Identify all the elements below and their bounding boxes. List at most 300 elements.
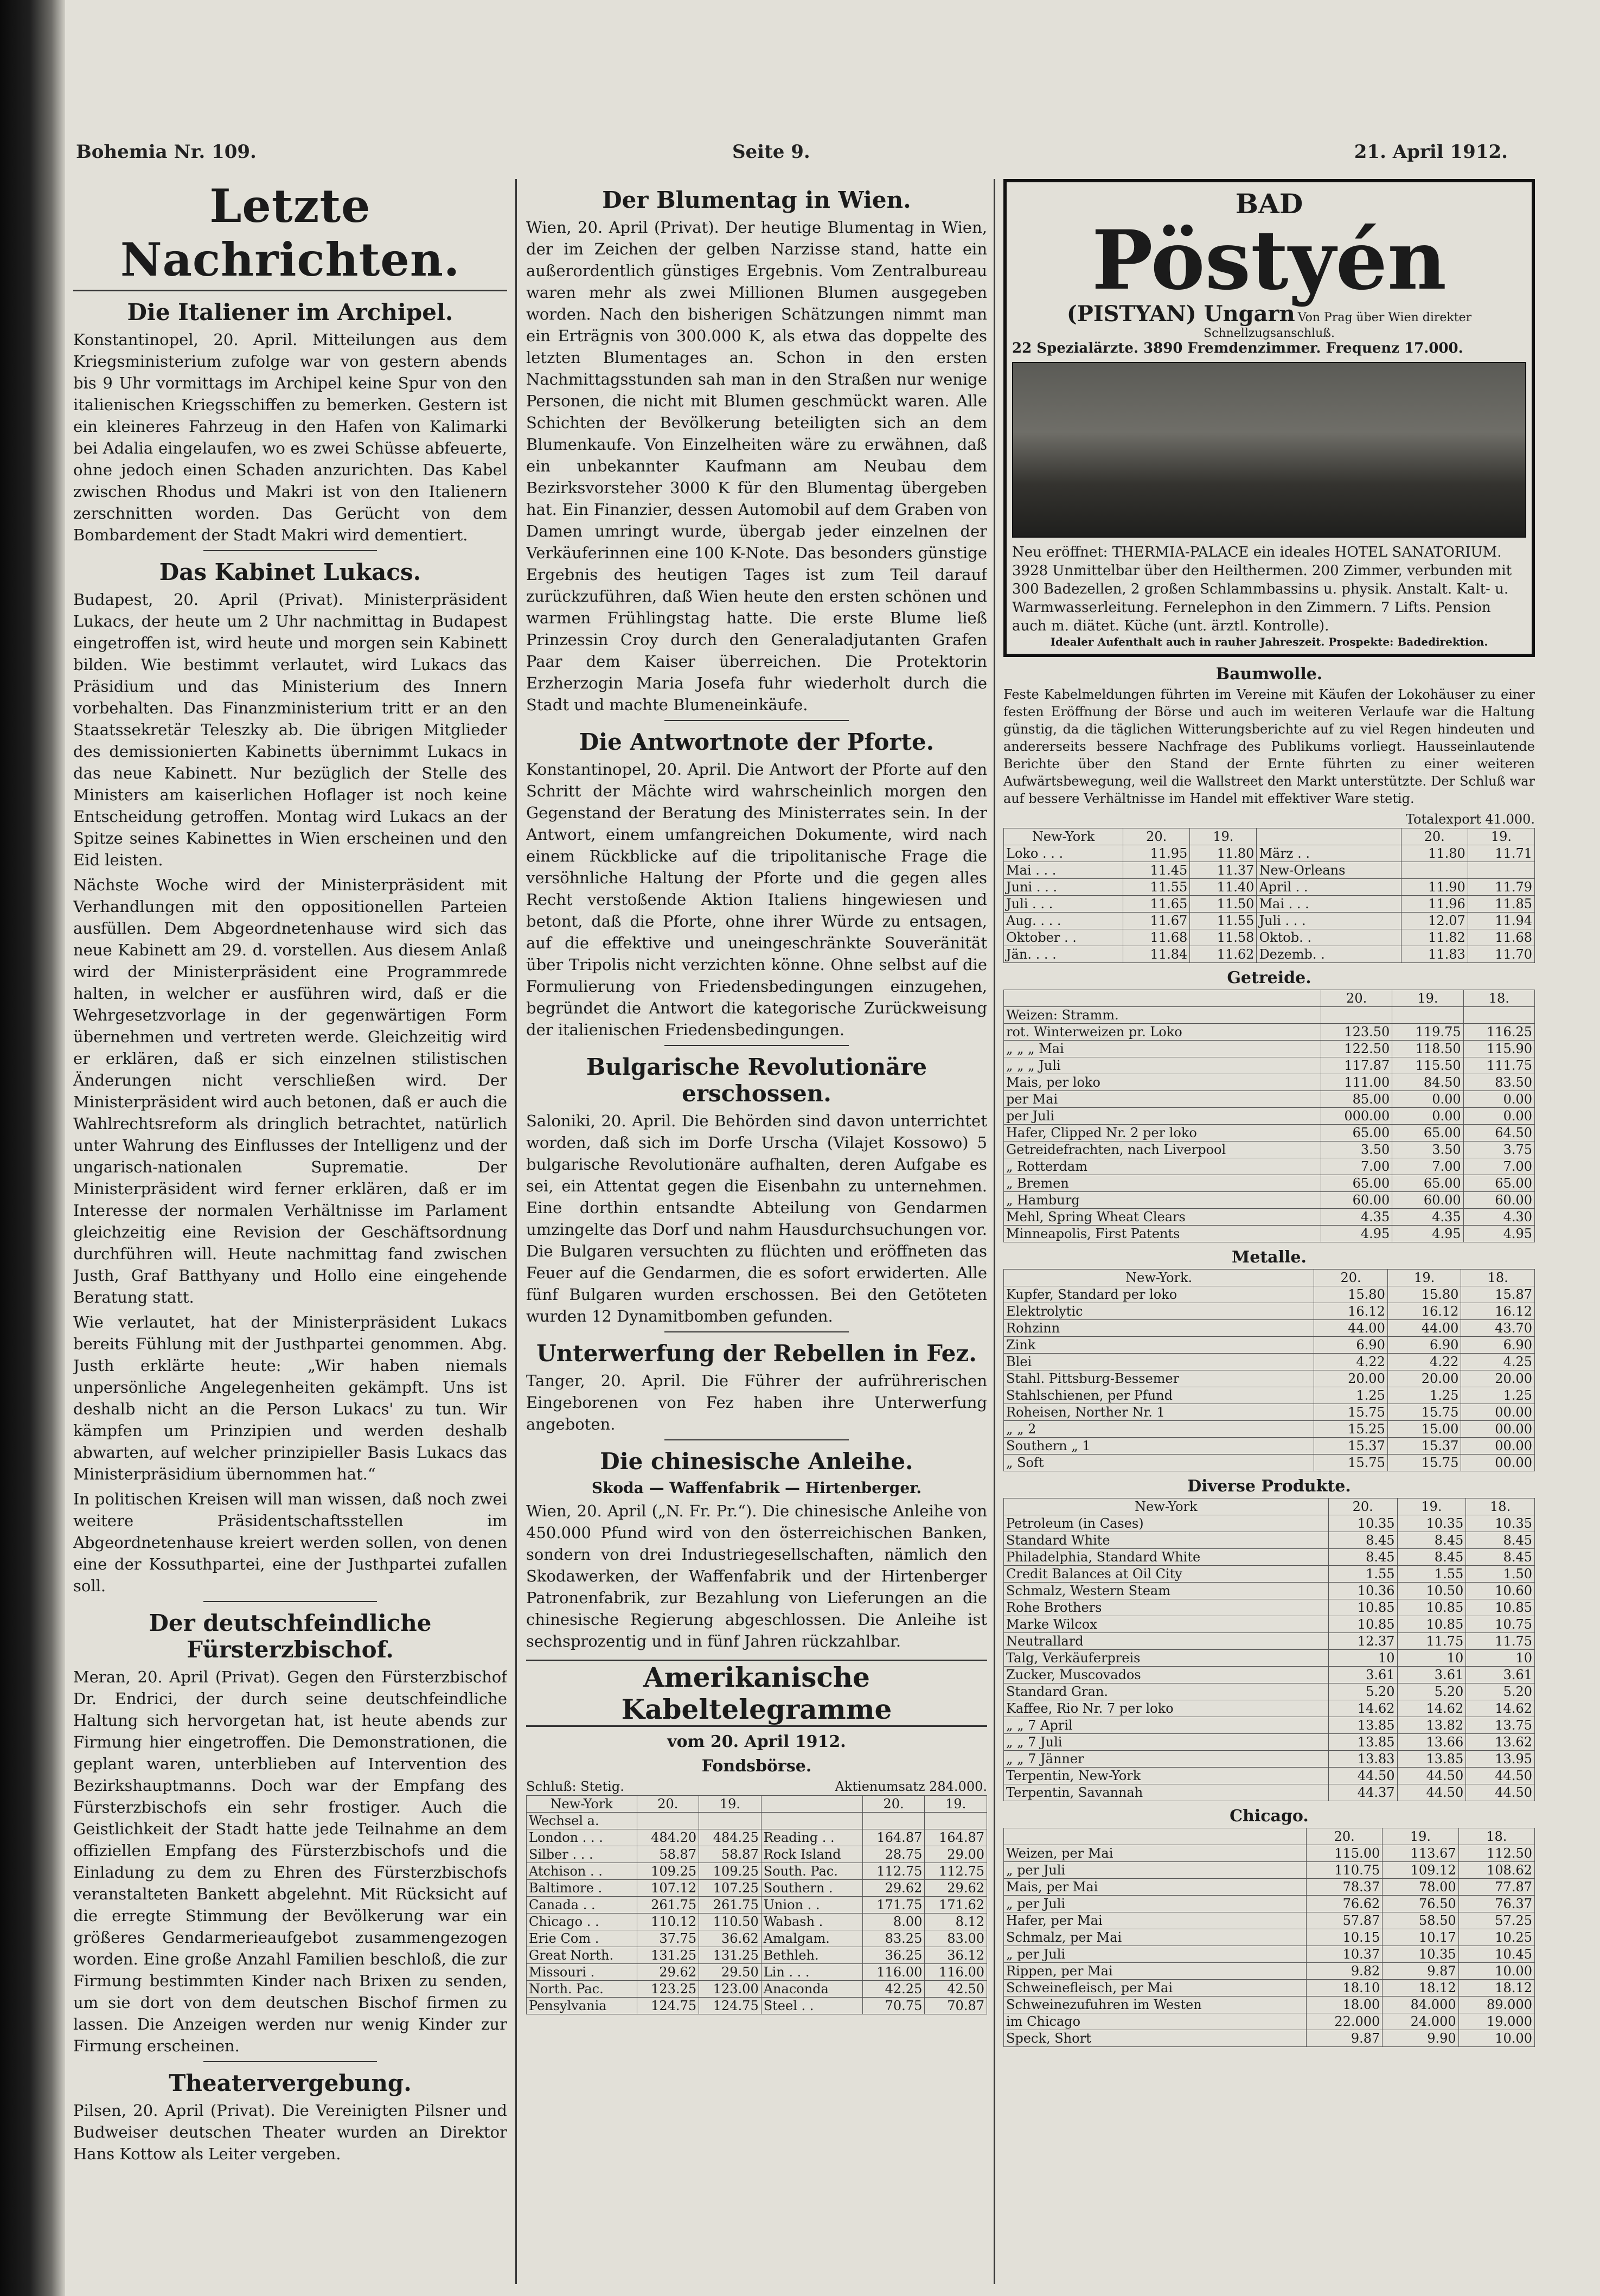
table-cell: 00.00 <box>1461 1421 1535 1438</box>
table-row <box>1004 1946 1535 1963</box>
article-text: Konstantinopel, 20. April. Die Antwort der Pforte auf den Schritt der Mächte wird wahrscheinlich morgen den Gegenstand der Beratung des Ministerrates sein. In der Antwort, einem umfangreichen Dokumente, wird nach einem Rückblicke auf die tripolitanische Frage die versöhnliche Haltung der Pforte und die gegen alles Recht verstoßende Aktion Italiens hingewiesen und betont, daß die Pforte, ohne ihrer Würde zu entsagen, auf die effektive und uneingeschränkte Souveränität über Tripolis nicht verzichten könne. Ohne selbst auf die Formulierung von Friedensbedingungen einzugehen, begründet die Antwort die kategorische Zurückweisung der italienischen Friedensbedingungen. <box>526 760 987 1039</box>
market-heading: Metalle. <box>1232 1248 1307 1267</box>
table-cell: 76.50 <box>1383 1896 1458 1912</box>
table-row <box>1004 1354 1535 1370</box>
table-cell: 10.36 <box>1328 1583 1397 1599</box>
table-cell: 11.40 <box>1190 879 1257 896</box>
column-rule <box>994 179 995 2284</box>
table-cell: 10.50 <box>1397 1583 1466 1599</box>
table-row <box>1004 1370 1535 1387</box>
market-summary <box>526 1778 987 1795</box>
table-cell: 78.37 <box>1306 1879 1382 1896</box>
table-row <box>1004 1421 1535 1438</box>
table-cell: 15.75 <box>1314 1455 1388 1471</box>
table-row <box>1004 1784 1535 1801</box>
table-cell: Baltimore . <box>527 1880 637 1897</box>
table-row <box>1004 2030 1535 2047</box>
table-cell: 13.95 <box>1466 1751 1535 1768</box>
table-row <box>1004 1320 1535 1337</box>
table-row <box>1004 1175 1535 1192</box>
column-header: 18. <box>1466 1498 1535 1515</box>
table-cell: per Mai <box>1004 1091 1321 1108</box>
article-heading: Die chinesische Anleihe. <box>600 1448 913 1475</box>
table-cell: Canada . . <box>527 1897 637 1914</box>
table-cell: 8.45 <box>1466 1549 1535 1566</box>
table-cell: 13.85 <box>1397 1751 1466 1768</box>
table-cell: 10.35 <box>1397 1515 1466 1532</box>
table-cell: 29.62 <box>925 1880 987 1897</box>
table-cell: 109.25 <box>637 1863 699 1880</box>
market-report: Feste Kabelmeldungen führten im Vereine mit Käufen der Lokohäuser zu einer festen Eröffnung der Börse und auch im weiteren Verlaufe war die Haltung günstig, da die täglichen Witterungsberichte auf zu viel Regen hindeuten und andererseits bessere Nachfrage des Publikums vorliegt. Hausseinlautende Berichte über den Stand der Ernte führten zu einer weiteren Aufwärtsbewegung, weil die Wallstreet den Markt unterstützte. Der Schluß war auf bessere Verhältnisse im Handel mit effektiver Ware stetig. <box>1003 687 1535 806</box>
table-cell: 5.20 <box>1328 1683 1397 1700</box>
table-cell: Rock Island <box>761 1846 862 1863</box>
table-cell: 10.85 <box>1328 1616 1397 1633</box>
divider <box>664 720 849 721</box>
table-cell: 58.50 <box>1383 1912 1458 1929</box>
table-cell: 4.35 <box>1392 1209 1463 1226</box>
table-cell: 22.000 <box>1306 2013 1382 2030</box>
hotel-illustration <box>1012 362 1526 538</box>
table-cell: 13.75 <box>1466 1717 1535 1734</box>
table-row <box>1004 1158 1535 1175</box>
table-cell: 117.87 <box>1321 1057 1392 1074</box>
column-header: 19. <box>699 1796 761 1813</box>
table-cell: Rippen, per Mai <box>1004 1963 1307 1980</box>
table-cell: Bethleh. <box>761 1947 862 1964</box>
table-cell: Mai . . . <box>1257 896 1401 913</box>
table-cell: Mehl, Spring Wheat Clears <box>1004 1209 1321 1226</box>
divider <box>203 1601 377 1602</box>
table-cell: 10.15 <box>1306 1929 1382 1946</box>
table-cell: 36.12 <box>925 1947 987 1964</box>
table-cell: 15.37 <box>1387 1438 1461 1455</box>
article-heading: Die Italiener im Archipel. <box>127 299 453 326</box>
column-header: 19. <box>1468 828 1534 845</box>
table-cell: Mai . . . <box>1004 862 1123 879</box>
table-row <box>527 1998 987 2014</box>
table-cell: New-Orleans <box>1257 862 1401 879</box>
article-text: Nächste Woche wird der Ministerpräsident mit Verhandlungen mit den oppositionellen Parteien ausfüllen. Dem Abgeordnetenhause wird sich das neue Kabinett am 29. d. vorstellen. Aus diesem Anlaß wird der Ministerpräsident eine Programmrede halten, in welcher er ausführen wird, daß er die Wehrgesetzvorlage in der gegenwärtigen Form übernehmen und vertreten werde. Gleichzeitig wird er erklären, daß er sich einzelnen stilistischen Änderungen nicht verschließen wird. Der Ministerpräsident wird auch betonen, daß er auch die Wahlrechtsreform als dringlich betrachtet, natürlich unter Wahrung des Einflusses der Intelligenz und der ungarisch-nationalen Suprematie. Der Ministerpräsident wird ferner erklären, daß er im Interesse der normalen Verhältnisse im Parlament gleichzeitig eine Revision der Geschäftsordnung durchführen will. Heute nachmittag fand zwischen Justh, Graf Batthyany und Hollo eine eingehende Beratung statt. <box>73 876 507 1306</box>
table-cell: 4.95 <box>1392 1226 1463 1242</box>
table-cell: 15.80 <box>1387 1286 1461 1303</box>
table-cell: 9.90 <box>1383 2030 1458 2047</box>
table-row <box>1004 1734 1535 1751</box>
table-cell: Terpentin, Savannah <box>1004 1784 1329 1801</box>
table-cell: „ „ 7 Jänner <box>1004 1751 1329 1768</box>
table-cell: Great North. <box>527 1947 637 1964</box>
table-cell: 15.00 <box>1387 1421 1461 1438</box>
table-cell: 000.00 <box>1321 1108 1392 1125</box>
table-cell: „ per Juli <box>1004 1862 1307 1879</box>
table-cell: Atchison . . <box>527 1863 637 1880</box>
table-cell: 1.25 <box>1461 1387 1535 1404</box>
table-cell: North. Pac. <box>527 1981 637 1998</box>
table-header-row <box>1004 1498 1535 1515</box>
table-cell: 11.95 <box>1123 845 1190 862</box>
table-cell: 10.85 <box>1397 1616 1466 1633</box>
table-cell: 5.20 <box>1466 1683 1535 1700</box>
table-row <box>1004 1438 1535 1455</box>
table-cell: 10 <box>1397 1650 1466 1667</box>
table-row <box>1004 1532 1535 1549</box>
table-cell: 1.25 <box>1314 1387 1388 1404</box>
table-cell: 9.87 <box>1383 1963 1458 1980</box>
table-cell: 37.75 <box>637 1930 699 1947</box>
column-left <box>73 179 507 2284</box>
table-cell: 124.75 <box>699 1998 761 2014</box>
table-cell: 3.50 <box>1321 1141 1392 1158</box>
table-cell: 112.50 <box>1458 1845 1534 1862</box>
column-header: 18. <box>1463 990 1534 1007</box>
table-cell: 8.45 <box>1397 1549 1466 1566</box>
table-cell: 10.25 <box>1458 1929 1534 1946</box>
table-cell: Silber . . . <box>527 1846 637 1863</box>
column-header: 18. <box>1458 1828 1534 1845</box>
table-cell: Reading . . <box>761 1829 862 1846</box>
table-cell: 3.61 <box>1466 1667 1535 1683</box>
table-cell: 11.58 <box>1190 929 1257 946</box>
table-cell: 7.00 <box>1463 1158 1534 1175</box>
table-cell: 11.37 <box>1190 862 1257 879</box>
scan-gutter <box>0 0 65 2296</box>
table-cell: 171.75 <box>862 1897 925 1914</box>
table-cell: „ Rotterdam <box>1004 1158 1321 1175</box>
article-heading: Unterwerfung der Rebellen in Fez. <box>536 1340 977 1367</box>
table-cell: 11.71 <box>1468 845 1534 862</box>
table-cell: 4.22 <box>1387 1354 1461 1370</box>
table-cell: 65.00 <box>1392 1125 1463 1141</box>
table-cell: 16.12 <box>1387 1303 1461 1320</box>
table-cell: Oktob. . <box>1257 929 1401 946</box>
table-cell: 10.85 <box>1466 1599 1535 1616</box>
table-cell: 261.75 <box>637 1897 699 1914</box>
table-header-row <box>1004 990 1535 1007</box>
table-cell: 83.25 <box>862 1930 925 1947</box>
table-cell: 10.85 <box>1328 1599 1397 1616</box>
table-cell: 3.61 <box>1328 1667 1397 1683</box>
table-cell: 16.12 <box>1461 1303 1535 1320</box>
table-cell: 8.45 <box>1328 1532 1397 1549</box>
table-header-row <box>1004 1270 1535 1286</box>
table-row <box>1004 1929 1535 1946</box>
table-cell: Schweinefleisch, per Mai <box>1004 1980 1307 1997</box>
table-cell: Neutrallard <box>1004 1633 1329 1650</box>
article-subheading: Skoda — Waffenfabrik — Hirtenberger. <box>591 1479 922 1497</box>
column-header: New-York. <box>1004 1270 1314 1286</box>
table-cell: 4.95 <box>1463 1226 1534 1242</box>
table-cell <box>1463 1007 1534 1024</box>
table-cell: Weizen: Stramm. <box>1004 1007 1321 1024</box>
table-cell: „ „ „ Mai <box>1004 1041 1321 1057</box>
chicago-table <box>1003 1828 1535 2047</box>
article-text: In politischen Kreisen will man wissen, daß noch zwei weitere Präsidentschaftsstellen im Abgeordnetenhause kreiert werden sollen, von denen eine der Kossuthpartei, eine der Justhpartei zufallen soll. <box>73 1490 507 1595</box>
table-row <box>1004 1007 1535 1024</box>
table-cell: 116.00 <box>925 1964 987 1981</box>
table-cell: 13.82 <box>1397 1717 1466 1734</box>
table-cell: 60.00 <box>1392 1192 1463 1209</box>
table-cell: 107.12 <box>637 1880 699 1897</box>
cotton-table <box>1003 828 1535 963</box>
table-cell: 15.75 <box>1387 1455 1461 1471</box>
table-cell: 261.75 <box>699 1897 761 1914</box>
table-cell: 10.00 <box>1458 1963 1534 1980</box>
table-row <box>1004 946 1535 963</box>
table-cell <box>862 1813 925 1829</box>
table-cell: 112.75 <box>862 1863 925 1880</box>
table-cell <box>925 1813 987 1829</box>
table-cell: 6.90 <box>1314 1337 1388 1354</box>
table-cell: Amalgam. <box>761 1930 862 1947</box>
table-cell: Jän. . . . <box>1004 946 1123 963</box>
divider <box>203 550 377 551</box>
table-cell: „ Soft <box>1004 1455 1314 1471</box>
table-cell: 7.00 <box>1392 1158 1463 1175</box>
column-header <box>761 1796 862 1813</box>
table-cell: 11.55 <box>1190 913 1257 929</box>
column-header: 18. <box>1461 1270 1535 1286</box>
table-row <box>527 1930 987 1947</box>
table-cell: 8.12 <box>925 1914 987 1930</box>
table-cell <box>1392 1007 1463 1024</box>
table-cell: „ per Juli <box>1004 1946 1307 1963</box>
table-cell: Kaffee, Rio Nr. 7 per loko <box>1004 1700 1329 1717</box>
table-row <box>527 1880 987 1897</box>
table-cell: Petroleum (in Cases) <box>1004 1515 1329 1532</box>
table-cell: 85.00 <box>1321 1091 1392 1108</box>
table-cell: 11.70 <box>1468 946 1534 963</box>
table-cell: 116.25 <box>1463 1024 1534 1041</box>
table-row <box>527 1863 987 1880</box>
table-cell: Anaconda <box>761 1981 862 1998</box>
table-row <box>1004 1404 1535 1421</box>
table-cell: Talg, Verkäuferpreis <box>1004 1650 1329 1667</box>
table-cell: 24.000 <box>1383 2013 1458 2030</box>
table-cell: 11.45 <box>1123 862 1190 879</box>
table-cell: London . . . <box>527 1829 637 1846</box>
article-text: Wien, 20. April („N. Fr. Pr.“). Die chinesische Anleihe von 450.000 Pfund wird von den österreichischen Banken, sondern von drei Industriegesellschaften, nämlich den Skodawerken, der Waffenfabrik und der Hirtenberger Patronenfabrik, zur Bezahlung von Lieferungen an die chinesische Regierung abgeschlossen. Die Anleihe ist sechsprozentig und in fünf Jahren rückzahlbar. <box>526 1502 987 1650</box>
table-cell: 11.68 <box>1468 929 1534 946</box>
table-cell: 9.87 <box>1306 2030 1382 2047</box>
table-cell: 64.50 <box>1463 1125 1534 1141</box>
table-cell: 11.94 <box>1468 913 1534 929</box>
table-cell: 58.87 <box>637 1846 699 1863</box>
table-cell: 36.62 <box>699 1930 761 1947</box>
table-cell: 11.96 <box>1401 896 1468 913</box>
divider <box>664 1439 849 1440</box>
market-heading: Chicago. <box>1230 1807 1309 1826</box>
table-cell: 110.75 <box>1306 1862 1382 1879</box>
table-cell: 15.75 <box>1314 1404 1388 1421</box>
table-cell: „ „ „ Juli <box>1004 1057 1321 1074</box>
table-cell: Juli . . . <box>1257 913 1401 929</box>
table-cell: „ Bremen <box>1004 1175 1321 1192</box>
article-text: Konstantinopel, 20. April. Mitteilungen aus dem Kriegsministerium zufolge war von gestern abends bis 9 Uhr vormittags im Archipel keine Spur von den italienischen Kriegsschiffen zu bemerken. Gestern ist ein kleineres Fahrzeug in den Hafen von Kalimarki bei Adalia eingelaufen, wo es zwei Schüsse abfeuerte, ohne jedoch einen Schaden anzurichten. Das Kabel zwischen Rhodus und Makri ist von den Italienern zerschnitten worden. Das Gerücht von dem Bombardement der Stadt Makri wird dementiert. <box>73 330 507 544</box>
table-row <box>1004 862 1535 879</box>
table-row <box>1004 1057 1535 1074</box>
table-cell: 00.00 <box>1461 1404 1535 1421</box>
table-cell: 44.00 <box>1314 1320 1388 1337</box>
table-cell: 0.00 <box>1463 1091 1534 1108</box>
table-cell: Roheisen, Norther Nr. 1 <box>1004 1404 1314 1421</box>
table-cell: 20.00 <box>1461 1370 1535 1387</box>
table-row <box>1004 1980 1535 1997</box>
table-cell: 131.25 <box>637 1947 699 1964</box>
table-cell <box>1401 862 1468 879</box>
table-row <box>527 1846 987 1863</box>
closing-note: Schluß: Stetig. <box>526 1779 624 1794</box>
table-cell: 10.45 <box>1458 1946 1534 1963</box>
newspaper-sheet <box>65 0 1600 2296</box>
table-cell: 76.37 <box>1458 1896 1534 1912</box>
total-export: Totalexport 41.000. <box>1405 812 1535 827</box>
table-cell: „ „ 7 April <box>1004 1717 1329 1734</box>
column-header: 19. <box>1397 1498 1466 1515</box>
table-row <box>1004 1683 1535 1700</box>
table-cell: 42.25 <box>862 1981 925 1998</box>
table-cell: 10.37 <box>1306 1946 1382 1963</box>
table-row <box>1004 913 1535 929</box>
table-cell: Loko . . . <box>1004 845 1123 862</box>
table-cell: 16.12 <box>1314 1303 1388 1320</box>
table-cell: 4.25 <box>1461 1354 1535 1370</box>
table-row <box>1004 1583 1535 1599</box>
table-cell: 11.85 <box>1468 896 1534 913</box>
table-cell: 8.45 <box>1466 1532 1535 1549</box>
table-cell: 11.75 <box>1466 1633 1535 1650</box>
table-row <box>1004 1879 1535 1896</box>
table-cell: Stahl. Pittsburg-Bessemer <box>1004 1370 1314 1387</box>
table-cell: 44.50 <box>1397 1784 1466 1801</box>
table-cell: 57.87 <box>1306 1912 1382 1929</box>
divider <box>664 1045 849 1046</box>
divider <box>664 1331 849 1332</box>
table-cell: 124.75 <box>637 1998 699 2014</box>
table-row <box>1004 1387 1535 1404</box>
table-cell: 10.00 <box>1458 2030 1534 2047</box>
table-cell: 89.000 <box>1458 1997 1534 2013</box>
table-cell: 15.80 <box>1314 1286 1388 1303</box>
table-row <box>527 1981 987 1998</box>
table-cell: Southern „ 1 <box>1004 1438 1314 1455</box>
table-row <box>527 1964 987 1981</box>
table-cell: 84.50 <box>1392 1074 1463 1091</box>
ad-footer: Idealer Aufenthalt auch in rauher Jahreszeit. Prospekte: Badedirektion. <box>1050 635 1488 648</box>
table-cell: 10.60 <box>1466 1583 1535 1599</box>
table-cell: Schweinezufuhren im Westen <box>1004 1997 1307 2013</box>
article-heading: Bulgarische Revolutionäre erschossen. <box>586 1054 927 1107</box>
table-row <box>1004 1896 1535 1912</box>
ad-location: (PISTYAN) Ungarn <box>1066 301 1295 327</box>
table-cell: 0.00 <box>1392 1108 1463 1125</box>
table-row <box>1004 929 1535 946</box>
table-cell: 110.50 <box>699 1914 761 1930</box>
table-header-row <box>1004 828 1535 845</box>
products-table <box>1003 1498 1535 1801</box>
table-row <box>1004 1997 1535 2013</box>
table-cell: 115.90 <box>1463 1041 1534 1057</box>
article-text: Wie verlautet, hat der Ministerpräsident Lukacs bereits Fühlung mit der Justhpartei genommen. Abg. Justh erklärte heute: „Wir haben niemals unpersönliche Angelegenheiten gekämpft. Uns ist deshalb nicht an die Person Lukacs' zu tun. Wir kämpfen um Prinzipien und werden deshalb abwarten, auf welcher prinzipieller Basis Lukacs das Ministerpräsidium übernommen hat.“ <box>73 1313 507 1483</box>
ad-body: Neu eröffnet: THERMIA-PALACE ein ideales HOTEL SANATORIUM. 3928 Unmittelbar über den Heilthermen. 200 Zimmer, verbunden mit 300 Badezellen, 2 großen Schlammbassins u. physik. Anstalt. Kalt- u. Warmwasserleitung. Fernelephon in den Zimmern. 7 Lifts. Pension auch m. diätet. Küche (unt. ärztl. Kontrolle). <box>1012 544 1512 634</box>
ad-bad: BAD <box>1235 188 1303 220</box>
table-row <box>1004 1337 1535 1354</box>
table-row <box>1004 896 1535 913</box>
table-row <box>1004 1862 1535 1879</box>
table-cell: 15.75 <box>1387 1404 1461 1421</box>
table-row <box>1004 1455 1535 1471</box>
table-cell: 116.00 <box>862 1964 925 1981</box>
column-header: New-York <box>1004 1498 1329 1515</box>
table-cell: 171.62 <box>925 1897 987 1914</box>
table-row <box>1004 1286 1535 1303</box>
table-cell: 36.25 <box>862 1947 925 1964</box>
table-cell: 4.35 <box>1321 1209 1392 1226</box>
table-cell <box>1468 862 1534 879</box>
table-cell: Hafer, per Mai <box>1004 1912 1307 1929</box>
table-cell: 1.25 <box>1387 1387 1461 1404</box>
table-row <box>1004 1041 1535 1057</box>
article-text: Wien, 20. April (Privat). Der heutige Blumentag in Wien, der im Zeichen der gelben Narzisse stand, hatte ein außerordentlich günstiges Ergebnis. Vom Zentralbureau waren mehr als zwei Millionen Blumen ausgegeben worden. Nach den bisherigen Schätzungen nimmt man ein Erträgnis von 300.000 K, als etwa das doppelte des letzten Blumentages an. Schon in den ersten Nachmittagsstunden sah man in den Straßen nur wenige Personen, die nicht mit Blumen geschmückt waren. Alle Schichten der Bevölkerung beteiligten sich an dem Blumenkaufe. Von Einzelheiten wäre zu erwähnen, daß ein unbekannter Kaufmann am Neubau dem Bezirksvorsteher 3000 K für den Blumentag übergeben hat. Ein Finanzier, dessen Automobil auf dem Graben von Damen umringt wurde, übergab jeder einzelnen der Verkäuferinnen eine 100 K-Note. Das besonders günstige Ergebnis des heutigen Tages ist zum Teil darauf zurückzuführen, daß Wien heute den ersten schönen und warmen Frühlingstag hatte. Die erste Blume ließ Prinzessin Croy durch den Generaladjutanten Grafen Paar dem Kaiser überreichen. Die Protektorin Erzherzogin Maria Josefa fuhr wiederholt durch die Stadt und machte Blumeneinkäufe. <box>526 218 987 714</box>
table-row <box>1004 1650 1535 1667</box>
table-cell: 11.82 <box>1401 929 1468 946</box>
table-row <box>1004 1768 1535 1784</box>
table-row <box>527 1897 987 1914</box>
table-row <box>527 1813 987 1829</box>
table-cell: 10.35 <box>1328 1515 1397 1532</box>
table-cell: 78.00 <box>1383 1879 1458 1896</box>
table-cell: 15.25 <box>1314 1421 1388 1438</box>
table-cell: 115.00 <box>1306 1845 1382 1862</box>
table-cell: 11.79 <box>1468 879 1534 896</box>
table-cell: 12.07 <box>1401 913 1468 929</box>
table-cell: 29.62 <box>637 1964 699 1981</box>
table-header-row <box>1004 1828 1535 1845</box>
table-cell: Mais, per Mai <box>1004 1879 1307 1896</box>
table-cell: Zucker, Muscovados <box>1004 1667 1329 1683</box>
column-header: New-York <box>527 1796 637 1813</box>
table-cell: 122.50 <box>1321 1041 1392 1057</box>
table-cell: 9.82 <box>1306 1963 1382 1980</box>
table-cell: South. Pac. <box>761 1863 862 1880</box>
table-cell: „ Hamburg <box>1004 1192 1321 1209</box>
table-cell: 11.68 <box>1123 929 1190 946</box>
table-cell: 44.37 <box>1328 1784 1397 1801</box>
table-cell: 11.65 <box>1123 896 1190 913</box>
table-cell: 58.87 <box>699 1846 761 1863</box>
table-cell: Chicago . . <box>527 1914 637 1930</box>
table-cell: 4.95 <box>1321 1226 1392 1242</box>
table-cell: 77.87 <box>1458 1879 1534 1896</box>
table-cell: 14.62 <box>1328 1700 1397 1717</box>
table-cell: 13.85 <box>1328 1734 1397 1751</box>
table-cell: 7.00 <box>1321 1158 1392 1175</box>
table-cell: Speck, Short <box>1004 2030 1307 2047</box>
table-cell: 115.50 <box>1392 1057 1463 1074</box>
article-text: Tanger, 20. April. Die Führer der aufrührerischen Eingeborenen von Fez haben ihre Unterwerfung angeboten. <box>526 1372 987 1433</box>
table-row <box>1004 845 1535 862</box>
table-cell <box>761 1813 862 1829</box>
table-row <box>1004 1141 1535 1158</box>
table-cell: 1.55 <box>1397 1566 1466 1583</box>
table-cell: Pensylvania <box>527 1998 637 2014</box>
table-cell: 123.00 <box>699 1981 761 1998</box>
table-cell: 11.62 <box>1190 946 1257 963</box>
table-cell: 14.62 <box>1466 1700 1535 1717</box>
issue-number: Bohemia Nr. 109. <box>76 141 257 163</box>
telegram-subheading: Fondsbörse. <box>701 1757 812 1776</box>
table-cell: 13.66 <box>1397 1734 1466 1751</box>
table-cell: Schmalz, Western Steam <box>1004 1583 1329 1599</box>
table-cell: 65.00 <box>1392 1175 1463 1192</box>
